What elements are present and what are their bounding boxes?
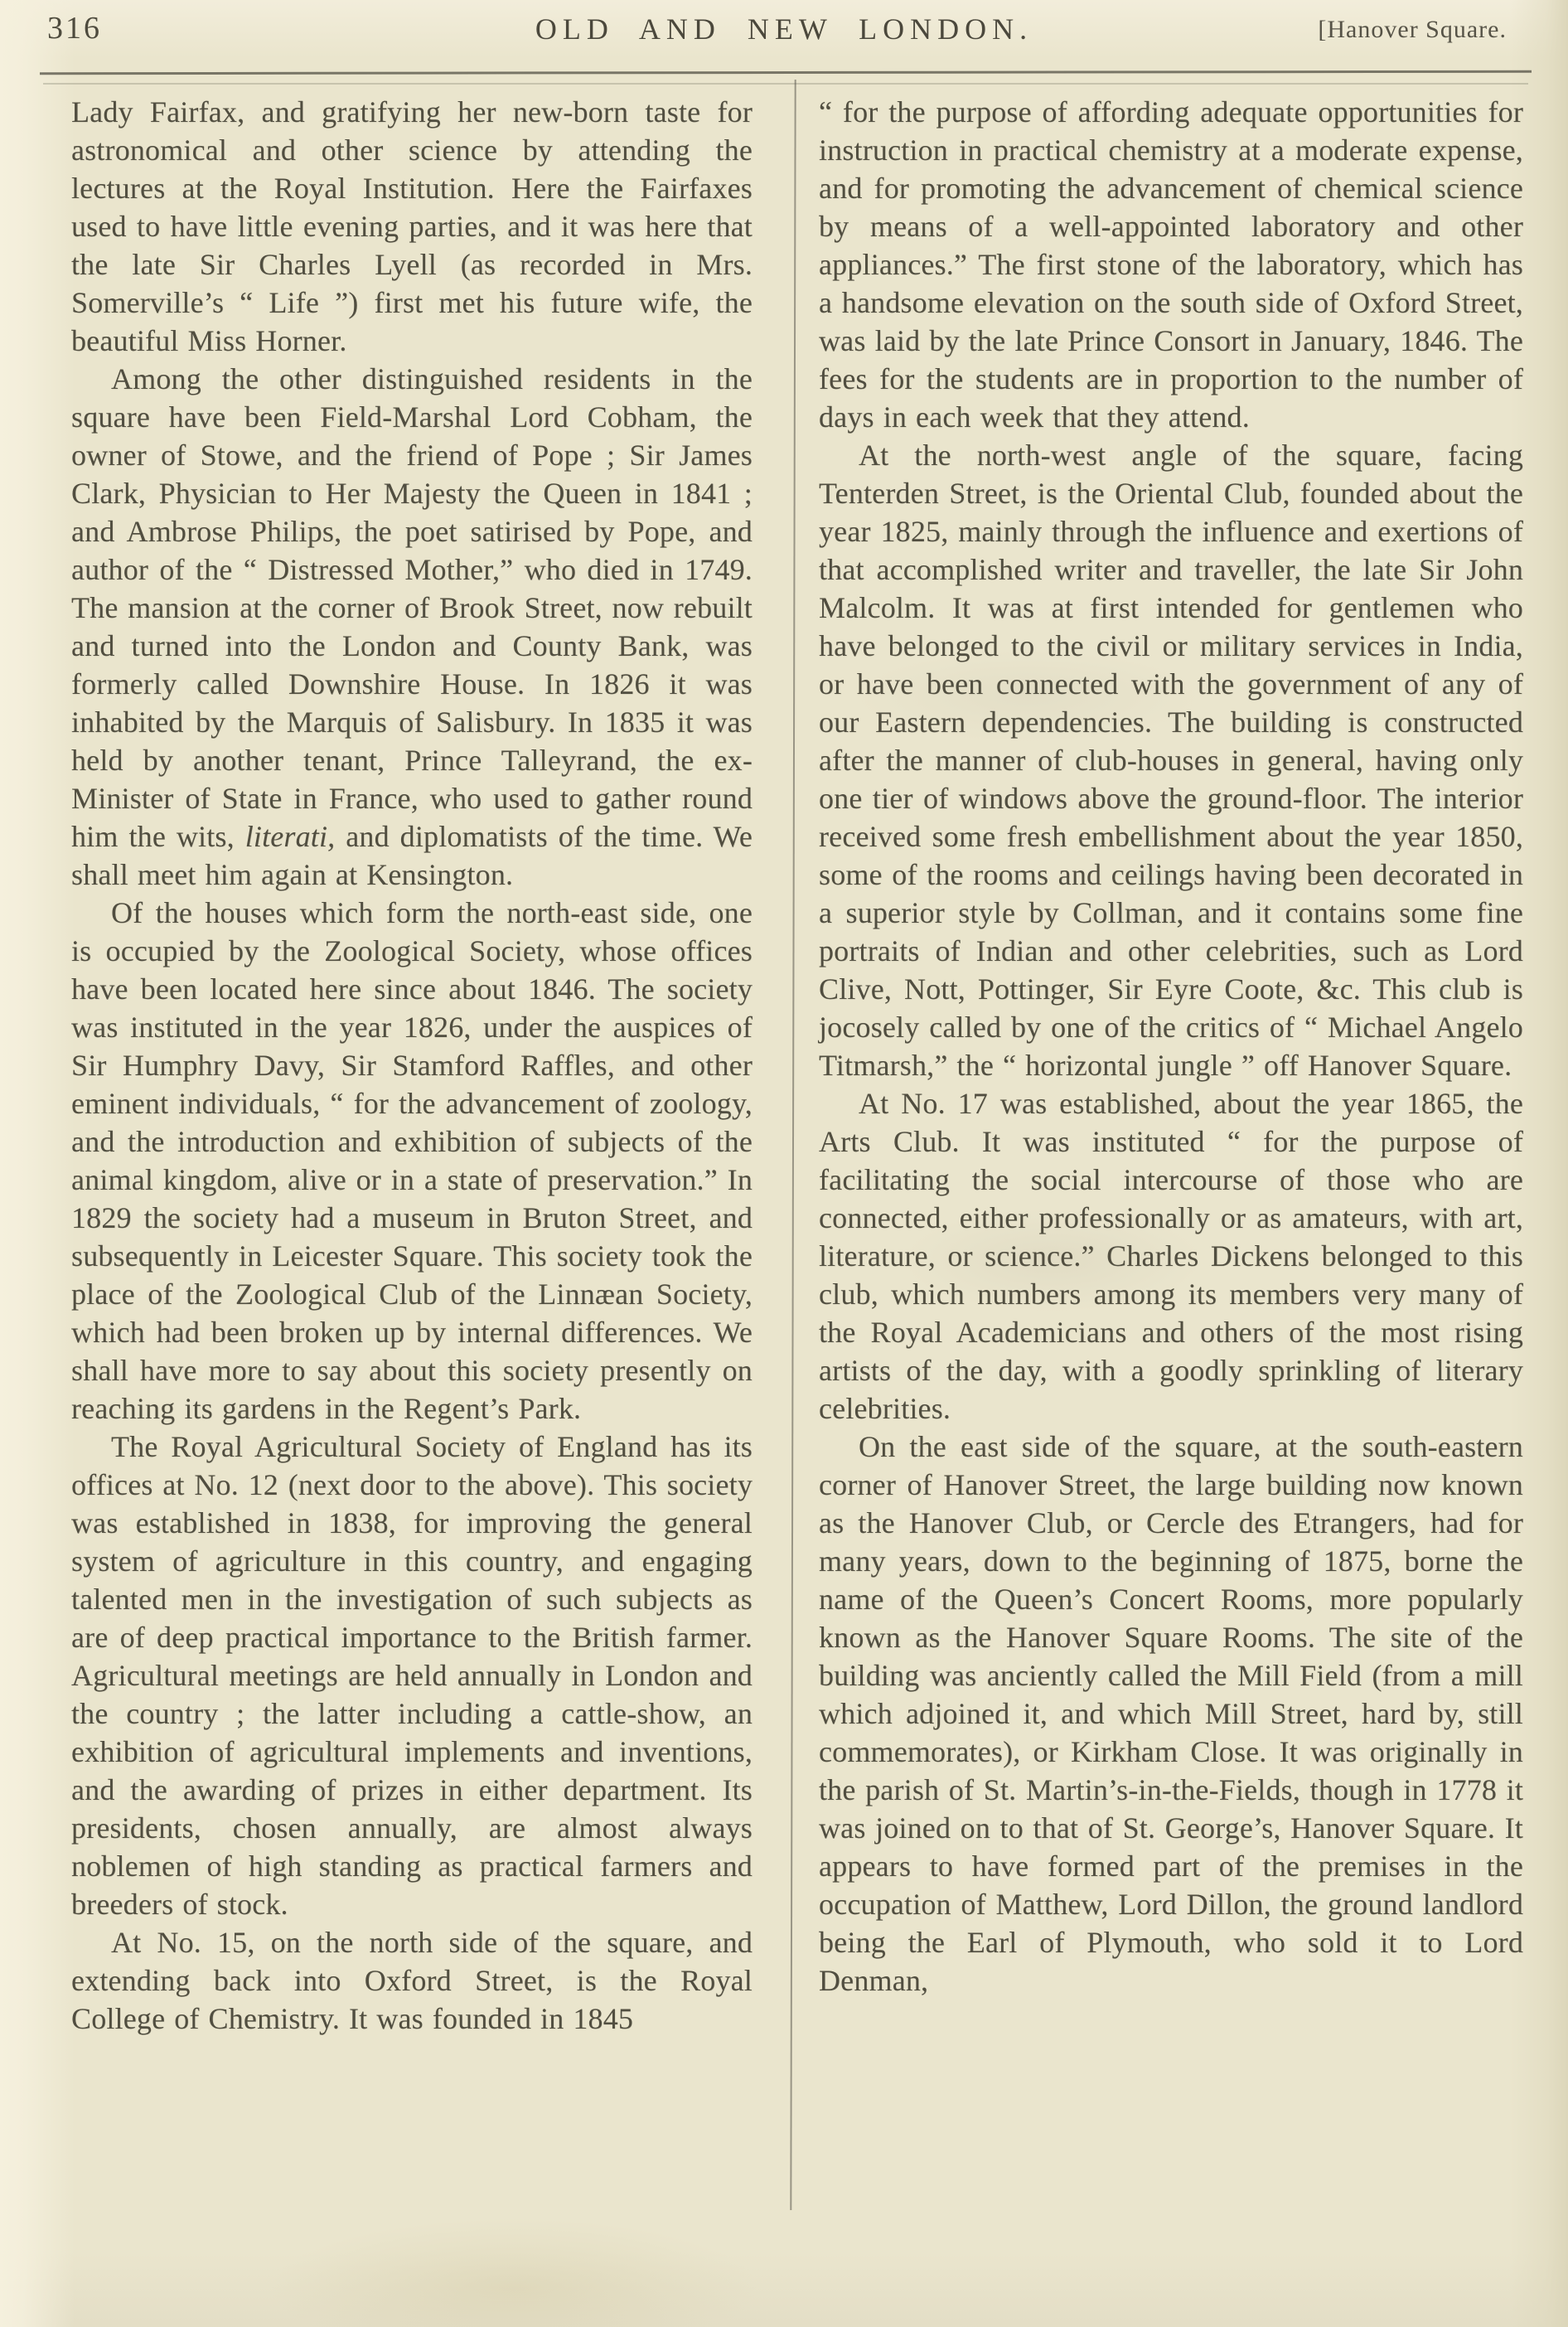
text-run: At the north-west angle of the square, facing Tenterden Street, is the Oriental Club, founded about the year 1825, mainly through the influence and exertions of that accomplished writer and traveller, the late Sir John Malcolm. It was at first intended for gentlemen who have belonged to the civil or military services in India, or have been connected with the government of any of our Eastern dependencies. The building is constructed after the manner of club-houses in general, having only one tier of windows above the ground-floor. The interior received some fresh embellishment about the year 1850, some of the rooms and ceilings having been decorated in a superior style by Collman, and it contains some fine portraits of Indian and other celebrities, such as Lord Clive, Nott, Pottinger, Sir Eyre Coote, &c. This club is jocosely called by one of the critics of “ Michael Angelo Titmarsh,” the “ horizontal jungle ” off Hanover Square. [819, 439, 1523, 1082]
paragraph [819, 436, 1523, 1084]
running-head: [Hanover Square. [1318, 16, 1507, 43]
column-divider [790, 80, 796, 2210]
paragraph [71, 894, 753, 1428]
text-run: On the east side of the square, at the south-eastern corner of Hanover Street, the large building now known as the Hanover Club, or Cercle des Etrangers, had for many years, down to the beginning of 1875, borne the name of the Queen’s Concert Rooms, more popularly known as the Hanover Square Rooms. The site of the building was anciently called the Mill Field (from a mill which adjoined it, and which Mill Street, hard by, still commemorates), or Kirkham Close. It was originally in the parish of St. Martin’s-in-the-Fields, though in 1778 it was joined on to that of St. George’s, Hanover Square. It appears to have formed part of the premises in the occupation of Matthew, Lord Dillon, the ground landlord being the Earl of Plymouth, who sold it to Lord Denman, [819, 1430, 1523, 1997]
paragraph [819, 1428, 1523, 2000]
paragraph [71, 93, 753, 360]
text-run: Among the other distinguished residents in the square have been Field-Marshal Lord Cobham, the owner of Stowe, and the friend of Pope ; Sir James Clark, Physician to Her Majesty the Queen in 1841 ; and Ambrose Philips, the poet satirised by Pope, and author of the “ Distressed Mother,” who died in 1749. The mansion at the corner of Brook Street, now rebuilt and turned into the London and County Bank, was formerly called Downshire House. In 1826 it was inhabited by the Marquis of Salisbury. In 1835 it was held by another tenant, Prince Talleyrand, the ex-Minister of State in France, who used to gather round him the wits, [71, 362, 753, 853]
text-run: The Royal Agricultural Society of England has its offices at No. 12 (next door to the above). This society was established in 1838, for improving the general system of agriculture in this country, and engaging talented men in the investigation of such subjects as are of deep practical importance to the British farmer. Agricultural meetings are held annually in London and the country ; the latter including a cattle-show, an exhibition of agricultural implements and inventions, and the awarding of prizes in either department. Its presidents, chosen annually, are almost always noblemen of high standing as practical farmers and breeders of stock. [71, 1430, 753, 1921]
page-title: OLD AND NEW LONDON. [535, 12, 1033, 46]
paragraph [71, 360, 753, 894]
italic-text: literati, [244, 820, 336, 853]
paragraph [819, 1084, 1523, 1428]
header-rule-thin [43, 83, 1528, 85]
text-run: Lady Fairfax, and gratifying her new-born taste for astronomical and other science by attending the lectures at the Royal Institution. Here the Fairfaxes used to have little evening parties, and it was here that the late Sir Charles Lyell (as recorded in Mrs. Somerville’s “ Life ”) first met his future wife, the beautiful Miss Horner. [71, 95, 753, 357]
text-run: and diplomatists of the time. We shall meet him again at Kensington. [71, 820, 753, 891]
right-column [819, 93, 1523, 2000]
paragraph [71, 1923, 753, 2038]
page-number: 316 [47, 11, 102, 46]
header-rule [40, 70, 1532, 75]
text-run: Of the houses which form the north-east side, one is occupied by the Zoological Society, whose offices have been located here since about 1846. The society was instituted in the year 1826, under the auspices of Sir Humphry Davy, Sir Stamford Raffles, and other eminent individuals, “ for the advancement of zoology, and the introduction and exhibition of subjects of the animal kingdom, alive or in a state of preservation.” In 1829 the society had a museum in Bruton Street, and subsequently in Leicester Square. This society took the place of the Zoological Club of the Linnæan Society, which had been broken up by internal differences. We shall have more to say about this society presently on reaching its gardens in the Regent’s Park. [71, 896, 753, 1425]
paragraph [819, 93, 1523, 436]
text-run: “ for the purpose of affording adequate opportunities for instruction in practical chemistry at a moderate expense, and for promoting the advancement of chemical science by means of a well-appointed laboratory and other appliances.” The first stone of the laboratory, which has a handsome elevation on the south side of Oxford Street, was laid by the late Prince Consort in January, 1846. The fees for the students are in proportion to the number of days in each week that they attend. [819, 95, 1523, 434]
text-run: At No. 17 was established, about the year 1865, the Arts Club. It was instituted “ for the purpose of facilitating the social intercourse of those who are connected, either professionally or as amateurs, with art, literature, or science.” Charles Dickens belonged to this club, which numbers among its members very many of the Royal Academicians and others of the most rising artists of the day, with a goodly sprinkling of literary celebrities. [819, 1087, 1523, 1425]
left-column [71, 93, 753, 2038]
paragraph [71, 1428, 753, 1923]
text-run: At No. 15, on the north side of the square, and extending back into Oxford Street, is the Royal College of Chemistry. It was founded in 1845 [71, 1926, 753, 2035]
